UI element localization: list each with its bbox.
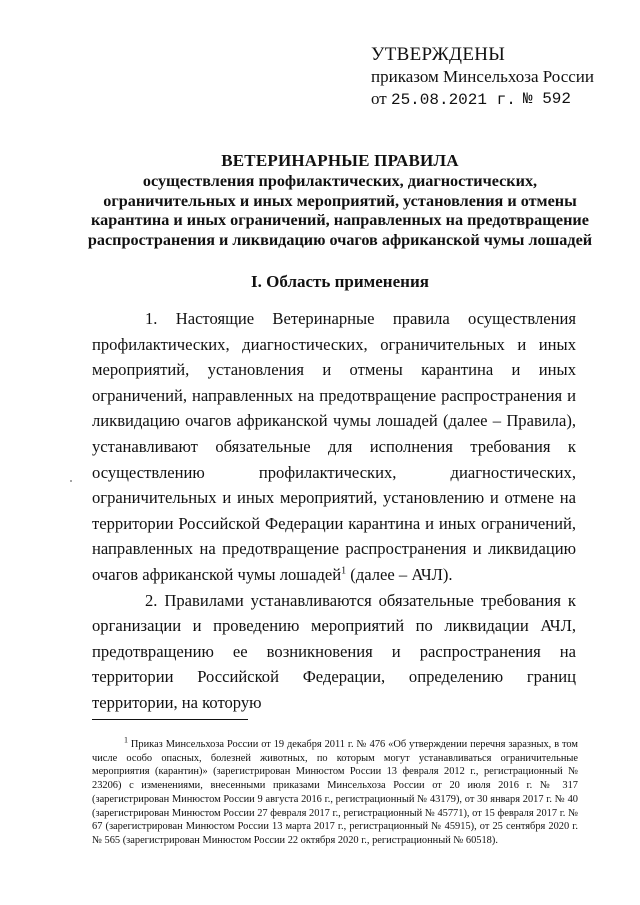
document-title [80,150,600,250]
approval-date: 25.08.2021 г. [390,91,516,109]
approval-date-line [371,88,571,111]
document-subtitle-line: осуществления профилактических, диагностических, [142,172,538,190]
paragraph-1-tail: (далее – АЧЛ). [346,564,453,584]
approval-number: № 592 [522,90,571,108]
footnote-divider [92,719,248,720]
footnote-reference: 1 [341,565,347,577]
paragraph-2: 2. Правилами устанавливаются обязательные требования к организации и проведению мероприятий по ликвидации АЧЛ, предотвращению ее возникновения и распространения на территории Российской Федерации, определению границ территории, на которую [92,590,576,712]
approval-date-group [371,88,516,111]
approval-title: УТВЕРЖДЕНЫ [371,44,506,65]
document-subtitle-line: распространения и ликвидацию очагов африканской чумы лошадей [87,230,593,249]
approval-date-prefix: от [371,89,387,108]
paragraph-1-text: 1. Настоящие Ветеринарные правила осуществления профилактических, диагностических, ограничительных и иных мероприятий, установления и отмены карантина и иных ограничений, направленных на предотвращение распространения и ликвидацию очагов африканской чумы лошадей (далее – Правила), устанавливают обязательные для исполнения требования к осуществлению профилактических, диагностических, ограничительных и иных мероприятий, установлению и отмене на территории Российской Федерации карантина и иных ограничений, направленных на предотвращение распространения и ликвидацию очагов африканской чумы лошадей [92,309,576,584]
document-title-main: ВЕТЕРИНАРНЫЕ ПРАВИЛА [221,151,459,170]
paragraph-1 [92,306,576,588]
approval-stamp [371,44,611,111]
footnote-mark: 1 [124,735,128,745]
body-text [92,306,576,716]
footnote [92,735,578,848]
section-heading: I. Область применения [251,272,429,291]
scan-speck [70,480,72,482]
approval-order-line: приказом Минсельхоза России [371,67,594,86]
footnote-text: Приказ Минсельхоза России от 19 декабря 2011 г. № 476 «Об утверждении перечня заразных, в том числе особо опасных, болезней животных, по которым могут устанавливаться ограничительные мероприятия (карантин)» (зарегистрирован Минюстом России 13 февраля 2012 г., регистрационный № 23206) с изменениями, внесенными приказами Минсельхоза России от 20 июля 2016 г. № 317 (зарегистрирован Минюстом России 9 августа 2016 г., регистрационный № 43179), от 30 января 2017 г. № 40 (зарегистрирован Минюстом России 27 февраля 2017 г., регистрационный № 45771), от 15 февраля 2017 г. № 67 (зарегистрирован Минюстом России 13 марта 2017 г., регистрационный № 45915), от 25 сентября 2020 г. № 565 (зарегистрирован Минюстом России 22 октября 2020 г., регистрационный № 60518). [92,739,578,846]
document-subtitle-line: ограничительных и иных мероприятий, установления и отмены [103,191,577,210]
document-subtitle-line: карантина и иных ограничений, направленных на предотвращение [91,211,589,230]
